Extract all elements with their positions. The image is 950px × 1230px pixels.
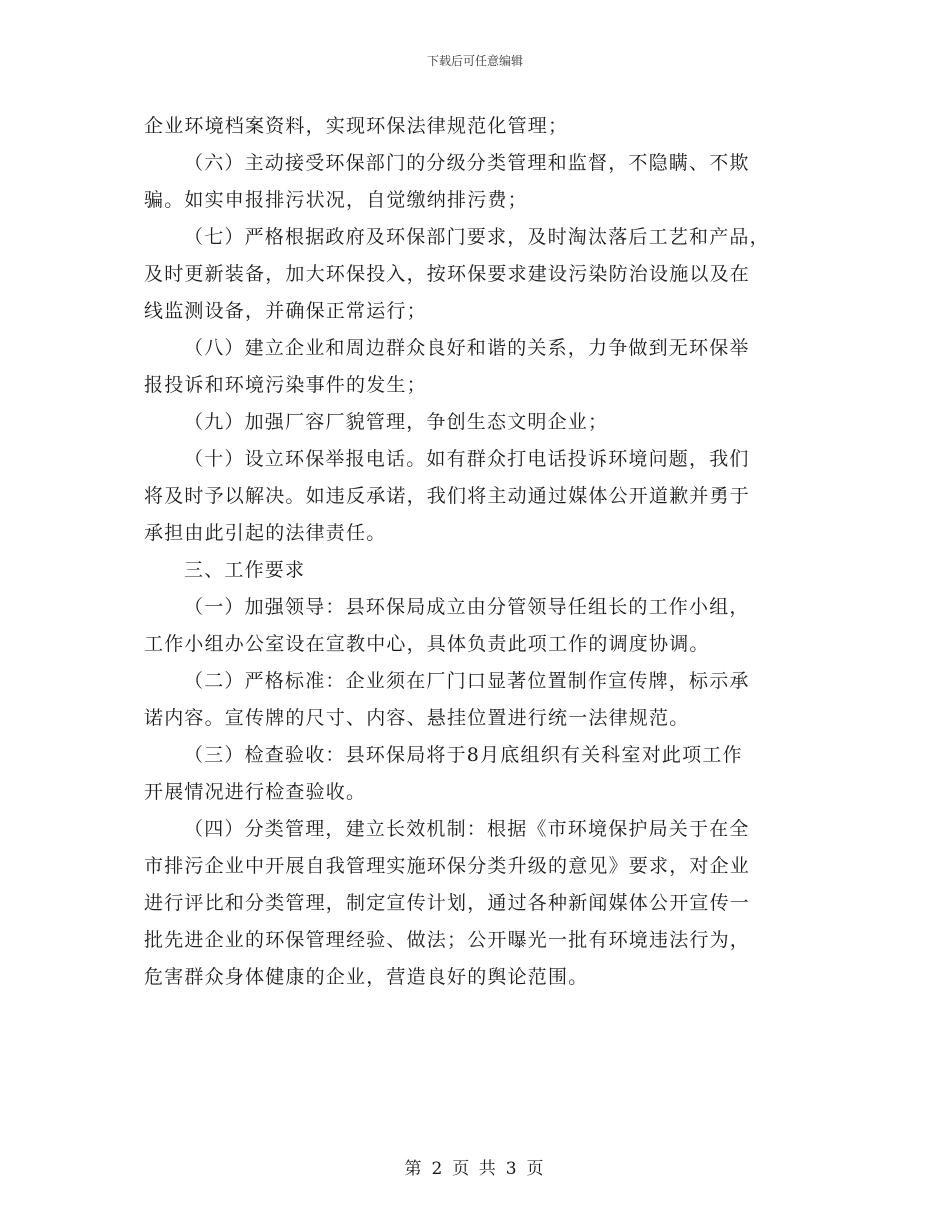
text-line: （八）建立企业和周边群众良好和谐的关系，力争做到无环保举 — [184, 337, 750, 359]
page-header: 下载后可任意编辑 — [426, 54, 523, 68]
text-line: 企业环境档案资料，实现环保法律规范化管理； — [144, 115, 569, 137]
text-line: （十）设立环保举报电话。如有群众打电话投诉环境问题，我们 — [184, 448, 750, 470]
text-line: （一）加强领导：县环保局成立由分管领导任组长的工作小组， — [184, 596, 750, 618]
text-line: （六）主动接受环保部门的分级分类管理和监督，不隐瞒、不欺 — [184, 152, 750, 174]
footer-suffix: 页 — [526, 1159, 546, 1179]
footer-page-number: 2 — [431, 1159, 445, 1179]
text-line: 诺内容。宣传牌的尺寸、内容、悬挂位置进行统一法律规范。 — [144, 707, 690, 729]
text-line: （二）严格标准：企业须在厂门口显著位置制作宣传牌，标示承 — [184, 670, 750, 692]
text-line: 三、工作要求 — [184, 559, 306, 581]
text-line: 工作小组办公室设在宣教中心，具体负责此项工作的调度协调。 — [144, 633, 710, 655]
text-line: （三）检查验收：县环保局将于8月底组织有关科室对此项工作 — [184, 744, 743, 766]
text-line: 将及时予以解决。如违反承诺，我们将主动通过媒体公开道歉并勇于 — [144, 485, 751, 507]
page-footer — [0, 1154, 950, 1179]
text-line: 及时更新装备，加大环保投入，按环保要求建设污染防治设施以及在 — [144, 263, 751, 285]
text-line: 承担由此引起的法律责任。 — [144, 522, 387, 544]
text-line: 开展情况进行检查验收。 — [144, 781, 367, 803]
text-line: 骗。如实申报排污状况，自觉缴纳排污费； — [144, 189, 528, 211]
text-line: （九）加强厂容厂貌管理，争创生态文明企业； — [184, 411, 609, 433]
footer-total-pages: 3 — [505, 1159, 519, 1179]
text-line: 报投诉和环境污染事件的发生； — [144, 374, 427, 396]
text-line: 市排污企业中开展自我管理实施环保分类升级的意见》要求，对企业 — [144, 855, 751, 877]
document-body — [144, 108, 806, 996]
footer-middle: 页 共 — [452, 1159, 498, 1179]
footer-prefix: 第 — [404, 1159, 424, 1179]
text-line: （七）严格根据政府及环保部门要求，及时淘汰落后工艺和产品， — [184, 226, 770, 248]
text-line: 进行评比和分类管理，制定宣传计划，通过各种新闻媒体公开宣传一 — [144, 892, 751, 914]
text-line: 批先进企业的环保管理经验、做法；公开曝光一批有环境违法行为， — [144, 929, 751, 951]
text-line: 危害群众身体健康的企业，营造良好的舆论范围。 — [144, 966, 589, 988]
text-line: 线监测设备，并确保正常运行； — [144, 300, 427, 322]
text-line: （四）分类管理，建立长效机制：根据《市环境保护局关于在全 — [184, 818, 750, 840]
